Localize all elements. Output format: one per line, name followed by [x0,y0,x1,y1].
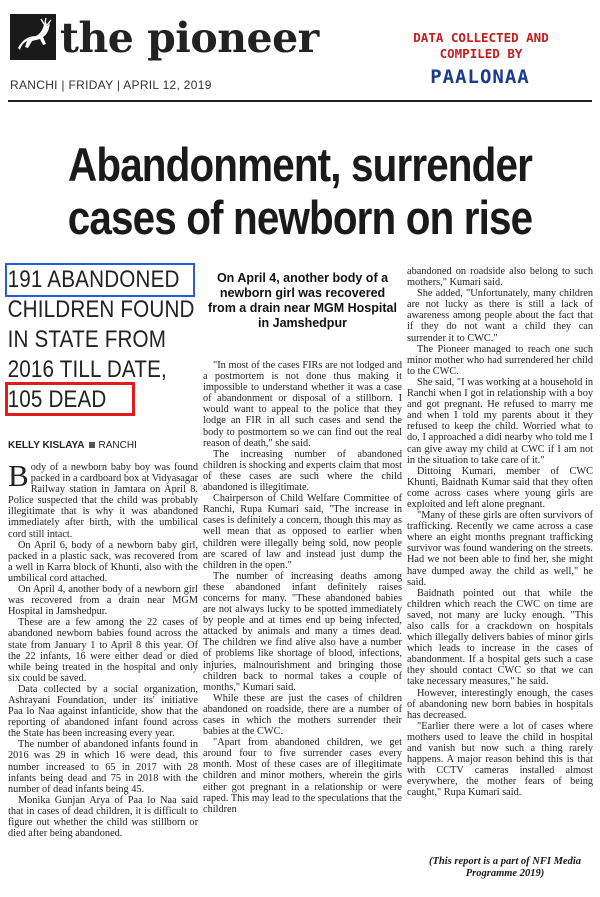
headline [49,138,551,244]
paragraph: Data collected by a social organization, Ashrayani Foundation, under its' initiative Paa lo Naa against infanticide, show that the reporting of abandoned infant found across the State has been increasing every year. [8,683,198,740]
paragraph: However, interestingly enough, the cases of abandoning new born babies in hospitals has decreased. [407,687,593,721]
byline-author: KELLY KISLAYA [8,440,85,451]
paragraph: On April 6, body of a newborn baby girl, packed in a plastic sack, was recovered from a well in Karra block of Khunti, also with the umbilical cord attached. [8,539,198,584]
paragraph: "Many of these girls are often survivors of trafficking. Recently we came across a case where an eight months pregnant trafficking survivor was found wandering on the streets. Had we not been able to find her, she might have dumped away the child as well," he said. [407,510,593,588]
paragraph: On April 4, another body of a newborn girl was recovered from a drain near MGM Hospital in Jamshedpur. [8,584,198,618]
paragraph: Baidnath pointed out that while the children which reach the CWC on time are saved, not many are lucky enough. "This also calls for a crackdown on hospitals which illegally delivers babies of minor girls which leads to increase in the cases of abandonment. If a hospital gets such a case they should contact CWC so that we can take necessary measures," he said. [407,587,593,688]
headline-line-1: Abandonment, surrender [68,138,532,191]
paragraph: "Earlier there were a lot of cases where mothers used to leave the child in hospital and vanish but now such a thing rarely happens. A major reason behind this is that with CCTV cameras installed almost everywhere, the mother fears of being caught," Rupa Kumari said. [407,720,593,799]
deck-line-1: 191 ABANDONED [7,266,180,293]
article-column-2 [203,360,402,815]
dateline: RANCHI | FRIDAY | APRIL 12, 2019 [10,78,212,92]
byline-separator [89,442,95,448]
report-credit: (This report is a part of NFI Media Programme 2019) [429,856,581,879]
paragraph: Dittoing Kumari, member of CWC Khunti, Baidnath Kumar said that they often come across cases where young girls are exploited and left alone pregnant. [407,465,593,510]
paragraph: The number of increasing deaths among these abandoned infant definitely raises concerns for many. "These abandoned babies are not always lucky to be spotted immediately by people and at times end up being infected, attacked by animals and many a times dead. The children we find alive also have a number of problems like shortage of blood, infections, injuries, malnourishment and bringing those children back to normal takes a couple of months," Kumari said. [203,570,402,693]
paragraph: While these are just the cases of children abandoned on roadside, there are a number of cases in which the mothers surrender their babies at the CWC. [203,692,402,738]
drop-cap: B [8,458,29,493]
paragraph: abandoned on roadside also belong to such mothers," Kumari said. [407,266,593,289]
paragraph: She said, "I was working at a household in Ranchi when I got in relationship with a boy and got pregnant. He refused to marry me and when I told my parents about it they refused to keep the child. Worried what to do, I approached a didi nearby who told me I can give away my child at CWC if I am not in the situation to take care of it." [407,376,593,466]
leaping-deer-icon [10,14,56,60]
compiled-by-note [370,30,592,62]
deck-line-5: 105 DEAD [7,386,107,413]
paragraph: "Apart from abandoned children, we get around four to five surrender cases every month. Most of these cases are of illegitimate children and minor mothers, wherein the girls either got pregnant in a relationship or were raped. This may lead to the speculations that the children [203,737,402,815]
article-column-3 [407,266,593,799]
compiled-line-2: COMPILED BY [439,46,523,61]
paragraph: "In most of the cases FIRs are not lodged and a postmortem is not done thus making it impossible to understand whether it was a case of abandonment or disposal of a stillborn. I would want to appeal to the police that they lodge an FIR in all such cases and send the body to postmortem so we can find out the real reason of death," she said. [203,360,402,449]
paragraph: The Pioneer managed to reach one such minor mother who had surrendered her child to the CWC. [407,343,593,377]
paragraph: Chairperson of Child Welfare Committee of Ranchi, Rupa Kumari said, "The increase in cases is definitely a concern, though this may as well mean that as opposed to earlier when children were illegally being sold, now people are scared of law and instead just dump the children in the open." [203,493,402,571]
compiled-line-1: DATA COLLECTED AND [413,30,549,45]
paragraph: She added, "Unfortunately, many children are not lucky as there is still a lack of awareness among people about the fact that if they do not want a child they can surrender it to CWC." [407,288,593,344]
byline [8,440,137,451]
deck-line-3: IN STATE FROM [7,326,167,353]
paragraph: The increasing number of abandoned children is shocking and experts claim that most of these cases are such where the child abandoned is illegitimate. [203,448,402,494]
compiler-brand: PAALONAA [430,66,530,88]
masthead-divider [8,100,592,102]
article-column-1 [8,458,198,840]
deck-line-4: 2016 TILL DATE, [7,356,167,383]
paragraph: The number of abandoned infants found in 2016 was 29 in which 16 were dead, this number increased to 65 in 2017 with 28 infants being dead and 75 in 2018 with the number of dead infants being 45. [8,739,198,795]
deck-line-2: CHILDREN FOUND [7,296,195,323]
deck-summary [5,263,197,415]
newspaper-logo-text: the pioneer [60,14,319,62]
paragraph: Monika Gunjan Arya of Paa lo Naa said that in cases of dead children, it is difficult to figure out whether the child was stillborn or died after being abandoned. [8,794,198,840]
masthead [0,0,600,105]
pull-quote: On April 4, another body of a newborn girl was recovered from a drain near MGM Hospital in Jamshedpur [208,271,397,330]
paragraph: Body of a newborn baby boy was found packed in a cardboard box at Vidyasagar Railway station in Jamtara on April 8. Police suspected that the child was probably illegitimate that is why it was abandoned immediately after birth, with the umbilical cord still intact. [8,458,198,540]
paragraph: These are a few among the 22 cases of abandoned newborn babies found across the state from January 1 to April 8 this year. Of the 22 infants, 16 were either dead or died while being treated in the hospital and only six could be saved. [8,617,198,684]
headline-line-2: cases of newborn on rise [67,191,533,244]
byline-location: RANCHI [98,440,137,451]
